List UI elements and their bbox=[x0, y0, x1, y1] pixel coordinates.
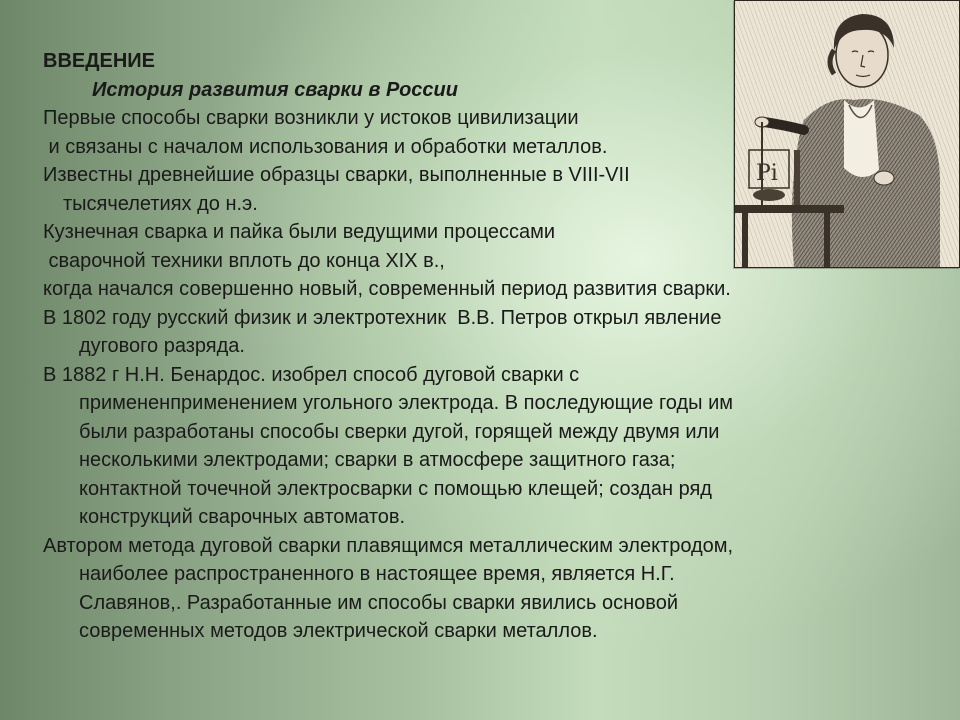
paragraph-line: примененприменением угольного электрода. В последующие годы им bbox=[79, 392, 734, 414]
paragraph-line: когда начался совершенно новый, современный период развития сварки. bbox=[43, 278, 731, 300]
paragraph-line: Автором метода дуговой сварки плавящимся металлическим электродом, bbox=[43, 534, 734, 557]
paragraph-line: наиболее распространенного в настоящее время, является Н.Г. bbox=[79, 563, 675, 585]
paragraph-line: В 1802 году русский физик и электротехник В.В. Петров открыл явление bbox=[43, 306, 722, 329]
paragraph-line: и связаны с началом использования и обработки металлов. bbox=[43, 135, 608, 158]
paragraph-line: тысячелетиях до н.э. bbox=[63, 192, 258, 215]
paragraph-line: Первые способы сварки возникли у истоков цивилизации bbox=[43, 107, 579, 129]
paragraph-line: несколькими электродами; сварки в атмосфере защитного газа; bbox=[79, 449, 676, 471]
paragraph-line: дугового разряда. bbox=[79, 335, 245, 357]
svg-text:Pi: Pi bbox=[756, 161, 778, 186]
paragraph-line: были разработаны способы сверки дугой, горящей между двумя или bbox=[79, 420, 720, 443]
paragraph-line: Известны древнейшие образцы сварки, выполненные в VIII-VII bbox=[43, 164, 630, 186]
slide-heading: ВВЕДЕНИЕ bbox=[43, 50, 155, 72]
paragraph-line: Кузнечная сварка и пайка были ведущими процессами bbox=[43, 221, 556, 243]
slide-subheading: История развития сварки в России bbox=[92, 78, 458, 101]
paragraph-line: В 1882 г Н.Н. Бенардос. изобрел способ дуговой сварки с bbox=[43, 363, 580, 386]
paragraph-line: сварочной техники вплоть до конца XIX в., bbox=[43, 249, 445, 272]
paragraph-line: конструкций сварочных автоматов. bbox=[79, 506, 406, 528]
paragraph-line: современных методов электрической сварки металлов. bbox=[79, 620, 598, 642]
paragraph-line: Славянов,. Разработанные им способы сварки явились основой bbox=[79, 591, 678, 614]
paragraph-line: контактной точечной электросварки с помощью клещей; создан ряд bbox=[79, 477, 712, 500]
slide-text bbox=[43, 47, 903, 646]
